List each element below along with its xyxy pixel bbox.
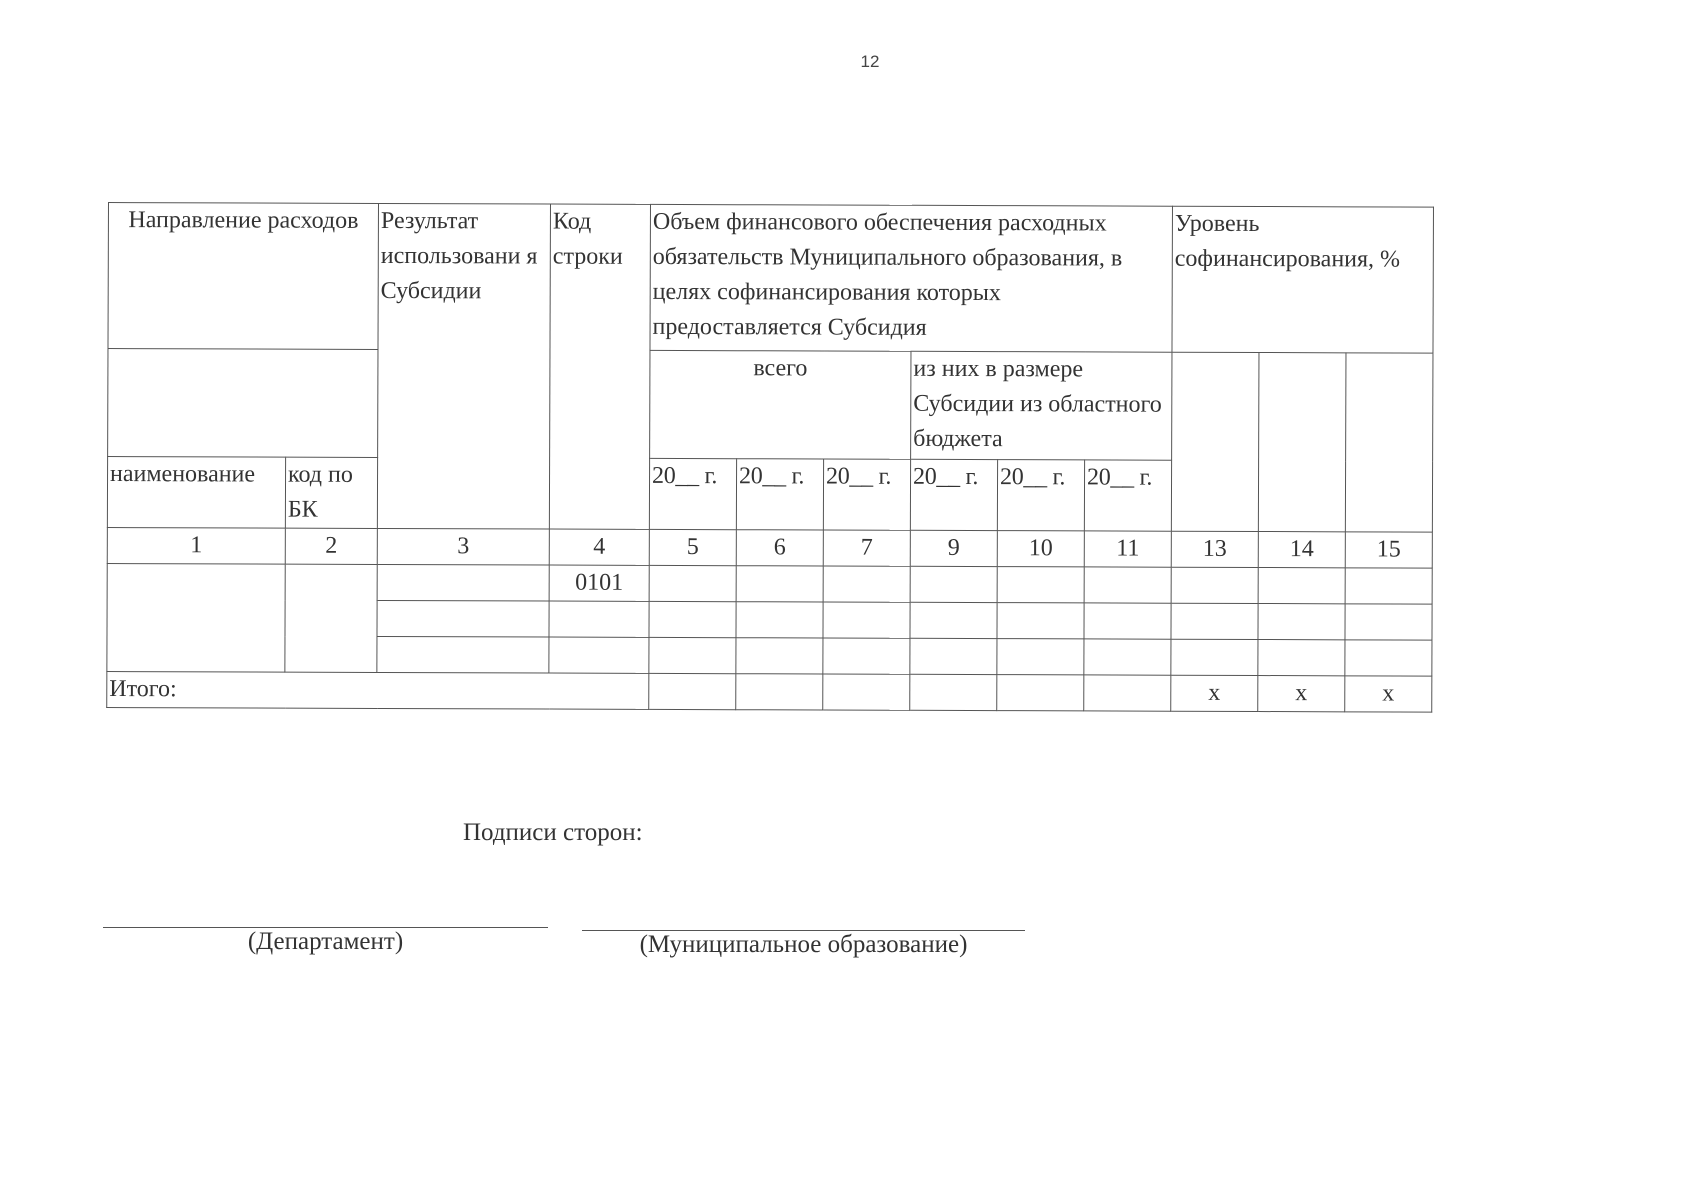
cell: [997, 675, 1084, 711]
year-col-9: 20__ г.: [910, 459, 997, 530]
header-level-col-14: [1258, 353, 1346, 532]
column-number: 14: [1258, 532, 1345, 568]
header-direction: Направление расходов: [108, 203, 379, 350]
cell: [1258, 640, 1345, 676]
cell: [1258, 604, 1345, 640]
year-col-7: 20__ г.: [823, 459, 910, 530]
cell-bk-code: [285, 564, 377, 672]
cell: [549, 637, 649, 673]
cell: [1084, 603, 1171, 639]
header-total: всего: [650, 350, 911, 459]
cell: [997, 603, 1084, 639]
municipality-caption: (Муниципальное образование): [639, 931, 968, 958]
cell: [910, 638, 997, 674]
header-direction-spacer: [108, 349, 378, 458]
cell: [549, 601, 649, 637]
year-col-11: 20__ г.: [1084, 460, 1171, 531]
cell: [1345, 568, 1432, 604]
cell: [736, 674, 823, 710]
cell-name: [107, 563, 285, 672]
column-number: 2: [285, 528, 377, 564]
header-of-which: из них в размере Субсидии из областного бюджета: [911, 351, 1172, 460]
cell: [649, 565, 736, 601]
cell: [910, 674, 997, 710]
total-level-mark: х: [1171, 675, 1258, 711]
cell: [1345, 640, 1432, 676]
signatures-title: Подписи сторон:: [463, 819, 643, 846]
year-col-5: 20__ г.: [649, 458, 736, 529]
cell: [1258, 568, 1345, 604]
header-result: Результат использовани я Субсидии: [377, 203, 550, 529]
page-number: 12: [860, 52, 880, 71]
header-level-col-13: [1171, 352, 1259, 531]
header-volume: Объем финансового обеспечения расходных обязательств Муниципального образования, в целях софинансирования которых предоставляется Субсидия: [650, 204, 1173, 352]
cell: [1171, 639, 1258, 675]
total-level-mark: х: [1345, 676, 1432, 712]
column-number: 15: [1345, 532, 1432, 568]
cell: [823, 602, 910, 638]
cell: [1084, 639, 1171, 675]
cell: [377, 564, 549, 601]
year-col-6: 20__ г.: [736, 459, 823, 530]
cell: [649, 673, 736, 709]
column-number: 13: [1171, 531, 1258, 567]
cell: [736, 638, 823, 674]
cell: [1171, 567, 1258, 603]
header-name: наименование: [107, 457, 285, 529]
cell: [649, 637, 736, 673]
row-code: 0101: [549, 565, 649, 601]
header-level-col-15: [1345, 353, 1433, 532]
column-number: 6: [736, 530, 823, 566]
header-code: Код строки: [549, 204, 650, 529]
column-number: 5: [649, 529, 736, 565]
cell: [736, 602, 823, 638]
table-row: [107, 563, 1432, 604]
cell: [377, 636, 549, 673]
cell: [736, 566, 823, 602]
header-bk-code: код по БК: [285, 457, 377, 528]
column-number: 7: [823, 530, 910, 566]
cell: [377, 600, 549, 637]
total-level-mark: х: [1258, 676, 1345, 712]
cell: [910, 566, 997, 602]
cell: [1084, 567, 1171, 603]
total-row: [107, 671, 1432, 712]
financing-table: [106, 202, 1434, 713]
cell: [1345, 604, 1432, 640]
cell: [1084, 675, 1171, 711]
year-col-10: 20__ г.: [997, 460, 1084, 531]
cell: [649, 601, 736, 637]
column-number: 11: [1084, 531, 1171, 567]
cell: [997, 567, 1084, 603]
cell: [1171, 603, 1258, 639]
total-label: Итого:: [107, 671, 649, 709]
column-number: 1: [107, 527, 285, 564]
cell: [910, 602, 997, 638]
cell: [823, 674, 910, 710]
cell: [823, 566, 910, 602]
column-number: 10: [997, 531, 1084, 567]
header-level: Уровень софинансирования, %: [1172, 206, 1434, 353]
department-caption: (Департамент): [247, 928, 404, 955]
cell: [997, 639, 1084, 675]
column-number: 9: [910, 530, 997, 566]
column-number: 4: [549, 529, 649, 565]
column-number: 3: [377, 528, 549, 565]
cell: [823, 638, 910, 674]
